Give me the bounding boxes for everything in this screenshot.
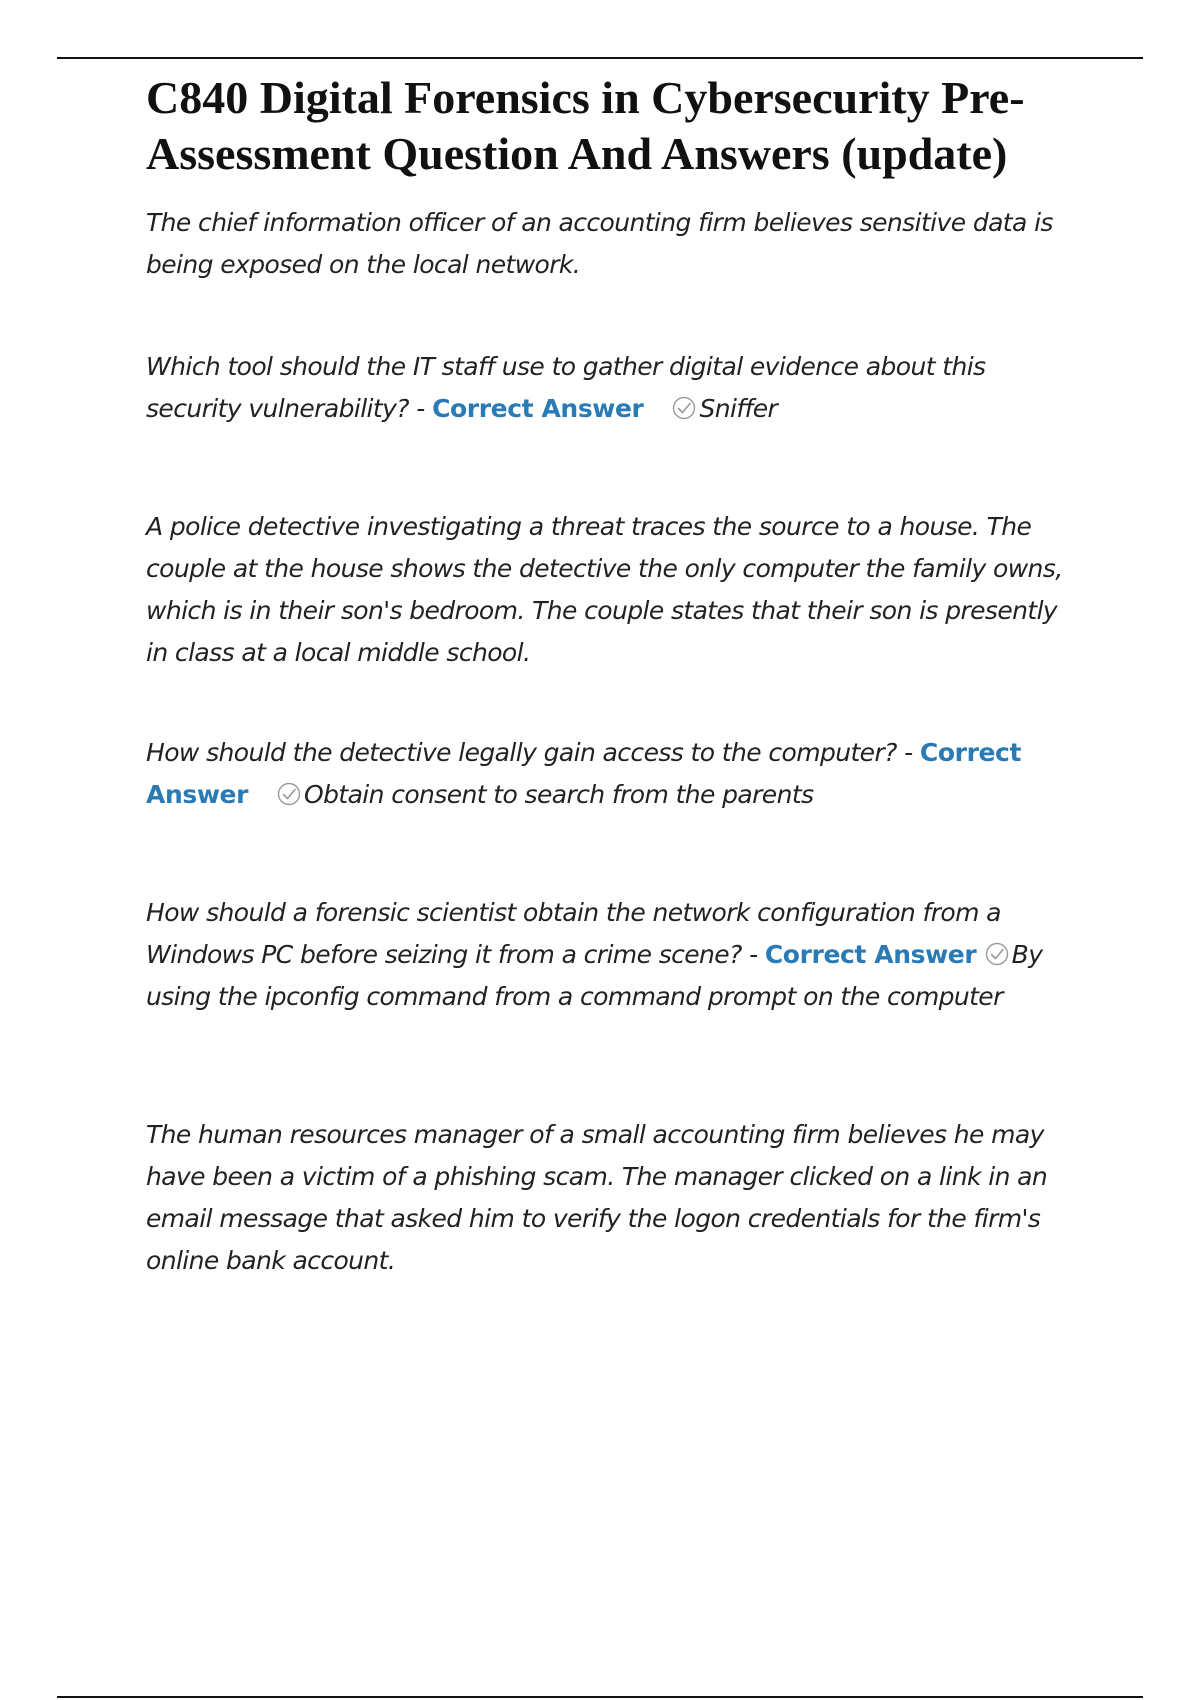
- answer-text: Obtain consent to search from the parents: [304, 780, 814, 809]
- question-text: How should a forensic scientist obtain the network configuration from a Windows PC before seizing it from a crime scene? -: [146, 898, 1001, 969]
- check-seal-icon: [671, 395, 697, 421]
- scenario-paragraph: [146, 202, 1086, 286]
- check-seal-icon: [984, 941, 1010, 967]
- spacer: [146, 286, 1086, 346]
- document-title: C840 Digital Forensics in Cybersecurity Pre-Assessment Question And Answers (update): [146, 72, 1025, 179]
- spacer: [146, 430, 1086, 506]
- question-answer-paragraph: [146, 892, 1086, 1018]
- top-rule: [57, 57, 1143, 59]
- scenario-text: The chief information officer of an accounting firm believes sensitive data is being exposed on the local network.: [146, 208, 1053, 279]
- answer-text: Sniffer: [699, 394, 778, 423]
- question-text: How should the detective legally gain access to the computer? -: [146, 738, 920, 767]
- spacer: [146, 1018, 1086, 1114]
- spacer: [146, 674, 1086, 732]
- question-text: Which tool should the IT staff use to gather digital evidence about this security vulnerability? -: [146, 352, 986, 423]
- scenario-paragraph: [146, 1114, 1086, 1282]
- correct-answer-label: Correct Answer: [146, 738, 1022, 809]
- check-seal-icon: [276, 781, 302, 807]
- scenario-paragraph: [146, 506, 1086, 674]
- scenario-text: A police detective investigating a threat traces the source to a house. The couple at the house shows the detective the only computer the family owns, which is in their son's bedroom. The couple states that their son is presently in class at a local middle school.: [146, 512, 1063, 667]
- correct-answer-label: Correct Answer: [764, 940, 977, 969]
- answer-text: By using the ipconfig command from a command prompt on the computer: [146, 940, 1043, 1011]
- bottom-rule: [57, 1696, 1143, 1698]
- scenario-text: The human resources manager of a small accounting firm believes he may have been a victim of a phishing scam. The manager clicked on a link in an email message that asked him to verify the logon credentials for the firm's online bank account.: [146, 1120, 1048, 1275]
- document-body: [146, 70, 1086, 1282]
- question-answer-paragraph: [146, 732, 1086, 816]
- spacer: [146, 816, 1086, 892]
- question-answer-paragraph: [146, 346, 1086, 430]
- correct-answer-label: Correct Answer: [432, 394, 644, 423]
